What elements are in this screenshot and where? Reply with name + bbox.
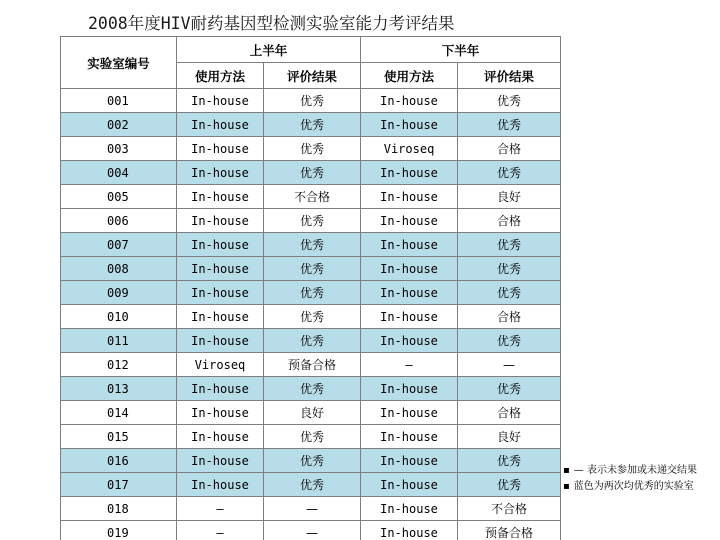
legend-text-blue: 蓝色为两次均优秀的实验室 bbox=[573, 481, 694, 492]
bullet-icon: ▪ bbox=[563, 465, 570, 476]
first-half-result-cell: 优秀 bbox=[264, 137, 361, 161]
second-half-result-cell: 优秀 bbox=[458, 329, 561, 353]
second-half-method-cell: In-house bbox=[361, 329, 458, 353]
lab-id-cell: 006 bbox=[61, 209, 177, 233]
table-row bbox=[61, 233, 561, 257]
first-half-method-cell: In-house bbox=[177, 425, 264, 449]
first-half-method-cell: In-house bbox=[177, 257, 264, 281]
first-half-method-cell: In-house bbox=[177, 329, 264, 353]
first-half-method-cell: Viroseq bbox=[177, 353, 264, 377]
first-half-result-cell: 优秀 bbox=[264, 89, 361, 113]
legend-item-blue bbox=[563, 479, 697, 495]
second-half-result-cell: 合格 bbox=[458, 401, 561, 425]
first-half-method-cell: — bbox=[177, 497, 264, 521]
first-half-result-cell: 优秀 bbox=[264, 425, 361, 449]
table-row bbox=[61, 113, 561, 137]
table-header bbox=[61, 37, 561, 89]
lab-id-cell: 010 bbox=[61, 305, 177, 329]
second-half-method-cell: In-house bbox=[361, 89, 458, 113]
first-half-result-cell: 优秀 bbox=[264, 209, 361, 233]
lab-id-cell: 017 bbox=[61, 473, 177, 497]
table-row bbox=[61, 329, 561, 353]
second-half-result-cell: 合格 bbox=[458, 209, 561, 233]
first-half-method-cell: — bbox=[177, 521, 264, 540]
first-half-result-cell: 优秀 bbox=[264, 449, 361, 473]
lab-id-cell: 013 bbox=[61, 377, 177, 401]
first-half-result-cell: 优秀 bbox=[264, 257, 361, 281]
second-half-result-cell: 良好 bbox=[458, 425, 561, 449]
second-half-method-cell: In-house bbox=[361, 449, 458, 473]
second-half-method-cell: In-house bbox=[361, 401, 458, 425]
second-half-method-cell: In-house bbox=[361, 377, 458, 401]
table-row bbox=[61, 281, 561, 305]
second-half-result-cell: 良好 bbox=[458, 185, 561, 209]
first-half-result-cell: 良好 bbox=[264, 401, 361, 425]
second-half-method-cell: In-house bbox=[361, 305, 458, 329]
table-row bbox=[61, 521, 561, 540]
lab-id-cell: 007 bbox=[61, 233, 177, 257]
second-half-result-cell: 优秀 bbox=[458, 257, 561, 281]
lab-id-cell: 019 bbox=[61, 521, 177, 540]
second-half-result-cell: 优秀 bbox=[458, 281, 561, 305]
lab-id-cell: 003 bbox=[61, 137, 177, 161]
second-half-result-cell: — bbox=[458, 353, 561, 377]
first-half-method-cell: In-house bbox=[177, 209, 264, 233]
first-half-result-cell: 优秀 bbox=[264, 113, 361, 137]
table-row bbox=[61, 353, 561, 377]
lab-id-cell: 016 bbox=[61, 449, 177, 473]
second-half-method-cell: In-house bbox=[361, 521, 458, 540]
first-half-method-cell: In-house bbox=[177, 377, 264, 401]
second-half-result-cell: 优秀 bbox=[458, 377, 561, 401]
first-half-method-cell: In-house bbox=[177, 473, 264, 497]
table-row bbox=[61, 161, 561, 185]
table-row bbox=[61, 89, 561, 113]
table-row bbox=[61, 497, 561, 521]
second-half-method-cell: In-house bbox=[361, 281, 458, 305]
second-half-result-cell: 优秀 bbox=[458, 473, 561, 497]
lab-id-cell: 011 bbox=[61, 329, 177, 353]
second-half-result-cell: 合格 bbox=[458, 137, 561, 161]
second-half-method-cell: In-house bbox=[361, 233, 458, 257]
second-half-result-cell: 优秀 bbox=[458, 113, 561, 137]
second-half-method-cell: In-house bbox=[361, 425, 458, 449]
table-row bbox=[61, 257, 561, 281]
first-half-result-cell: 优秀 bbox=[264, 161, 361, 185]
first-half-result-cell: — bbox=[264, 497, 361, 521]
second-half-method-cell: Viroseq bbox=[361, 137, 458, 161]
first-half-method-cell: In-house bbox=[177, 401, 264, 425]
results-table bbox=[60, 36, 561, 540]
second-half-result-cell: 优秀 bbox=[458, 449, 561, 473]
lab-id-cell: 015 bbox=[61, 425, 177, 449]
second-half-result-header: 评价结果 bbox=[458, 63, 561, 89]
second-half-method-cell: In-house bbox=[361, 113, 458, 137]
first-half-result-cell: 优秀 bbox=[264, 377, 361, 401]
second-half-result-cell: 优秀 bbox=[458, 233, 561, 257]
second-half-result-cell: 优秀 bbox=[458, 161, 561, 185]
lab-id-header: 实验室编号 bbox=[61, 37, 177, 89]
bullet-icon: ▪ bbox=[563, 481, 570, 492]
second-half-method-cell: In-house bbox=[361, 497, 458, 521]
second-half-method-cell: In-house bbox=[361, 257, 458, 281]
table-row bbox=[61, 401, 561, 425]
table-row bbox=[61, 185, 561, 209]
first-half-method-cell: In-house bbox=[177, 185, 264, 209]
lab-id-cell: 005 bbox=[61, 185, 177, 209]
second-half-result-cell: 预备合格 bbox=[458, 521, 561, 540]
second-half-result-cell: 优秀 bbox=[458, 89, 561, 113]
table-body bbox=[61, 89, 561, 540]
second-half-method-cell: — bbox=[361, 353, 458, 377]
lab-id-cell: 009 bbox=[61, 281, 177, 305]
first-half-method-header: 使用方法 bbox=[177, 63, 264, 89]
lab-id-cell: 018 bbox=[61, 497, 177, 521]
lab-id-cell: 008 bbox=[61, 257, 177, 281]
first-half-method-cell: In-house bbox=[177, 137, 264, 161]
table-row bbox=[61, 449, 561, 473]
table-row bbox=[61, 473, 561, 497]
first-half-result-cell: — bbox=[264, 521, 361, 540]
first-half-header: 上半年 bbox=[177, 37, 361, 63]
second-half-result-cell: 不合格 bbox=[458, 497, 561, 521]
first-half-result-cell: 优秀 bbox=[264, 329, 361, 353]
table-row bbox=[61, 209, 561, 233]
table-row bbox=[61, 137, 561, 161]
page-title: 2008年度HIV耐药基因型检测实验室能力考评结果 bbox=[88, 14, 455, 33]
lab-id-cell: 014 bbox=[61, 401, 177, 425]
second-half-method-cell: In-house bbox=[361, 473, 458, 497]
first-half-result-cell: 预备合格 bbox=[264, 353, 361, 377]
lab-id-cell: 004 bbox=[61, 161, 177, 185]
second-half-method-cell: In-house bbox=[361, 161, 458, 185]
first-half-result-header: 评价结果 bbox=[264, 63, 361, 89]
first-half-result-cell: 不合格 bbox=[264, 185, 361, 209]
lab-id-cell: 001 bbox=[61, 89, 177, 113]
first-half-result-cell: 优秀 bbox=[264, 473, 361, 497]
table-row bbox=[61, 305, 561, 329]
second-half-method-header: 使用方法 bbox=[361, 63, 458, 89]
legend bbox=[563, 463, 697, 495]
second-half-method-cell: In-house bbox=[361, 209, 458, 233]
table-row bbox=[61, 377, 561, 401]
second-half-result-cell: 合格 bbox=[458, 305, 561, 329]
first-half-result-cell: 优秀 bbox=[264, 281, 361, 305]
first-half-result-cell: 优秀 bbox=[264, 305, 361, 329]
second-half-header: 下半年 bbox=[361, 37, 561, 63]
table-row bbox=[61, 425, 561, 449]
legend-text-missing: — 表示未参加或未递交结果 bbox=[573, 465, 697, 476]
first-half-method-cell: In-house bbox=[177, 113, 264, 137]
first-half-result-cell: 优秀 bbox=[264, 233, 361, 257]
first-half-method-cell: In-house bbox=[177, 449, 264, 473]
first-half-method-cell: In-house bbox=[177, 233, 264, 257]
first-half-method-cell: In-house bbox=[177, 305, 264, 329]
first-half-method-cell: In-house bbox=[177, 281, 264, 305]
lab-id-cell: 002 bbox=[61, 113, 177, 137]
first-half-method-cell: In-house bbox=[177, 161, 264, 185]
first-half-method-cell: In-house bbox=[177, 89, 264, 113]
lab-id-cell: 012 bbox=[61, 353, 177, 377]
legend-item-missing bbox=[563, 463, 697, 479]
second-half-method-cell: In-house bbox=[361, 185, 458, 209]
